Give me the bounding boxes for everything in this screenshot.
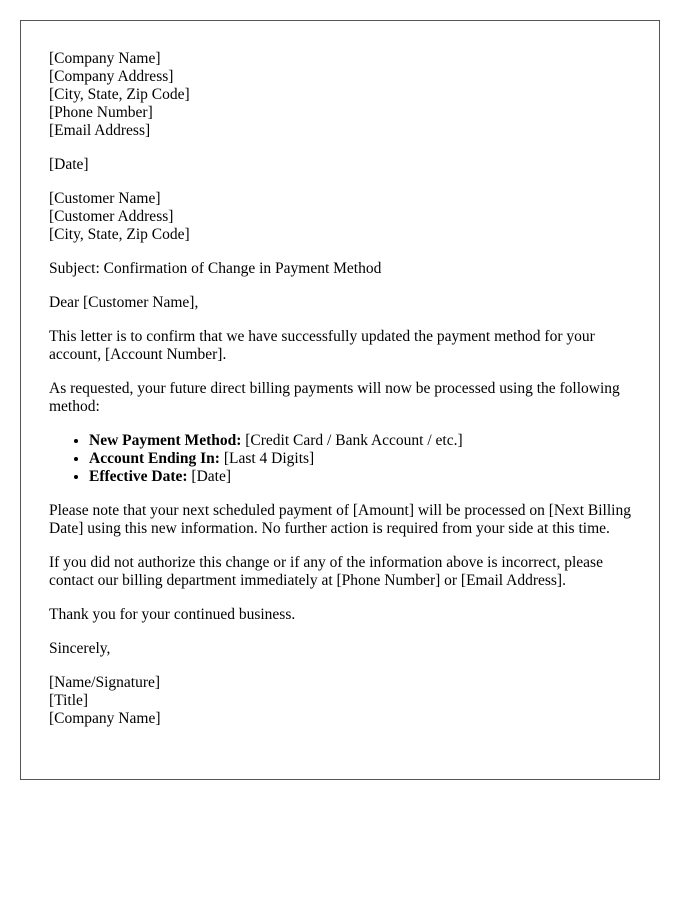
payment-details-list [49, 432, 631, 486]
detail-account-ending [89, 450, 631, 468]
detail-value: [Last 4 Digits] [219, 450, 315, 467]
sender-phone: [Phone Number] [49, 104, 153, 121]
detail-label: Account Ending In: [89, 450, 220, 467]
recipient-name: [Customer Name] [49, 190, 161, 207]
sender-city-state-zip: [City, State, Zip Code] [49, 86, 190, 103]
detail-label: New Payment Method: [89, 432, 242, 449]
detail-value: [Date] [187, 468, 232, 485]
closing: Sincerely, [49, 640, 111, 657]
detail-payment-method [89, 432, 631, 450]
requested-paragraph: As requested, your future direct billing payments will now be processed using the following method: [49, 380, 620, 415]
signature-title: [Title] [49, 692, 89, 709]
next-payment-paragraph: Please note that your next scheduled payment of [Amount] will be processed on [Next Billing Date] using this new information. No further action is required from your side at this time. [49, 502, 631, 537]
recipient-block [49, 190, 631, 244]
thanks-paragraph: Thank you for your continued business. [49, 606, 296, 623]
sender-block [49, 50, 631, 140]
detail-effective-date [89, 468, 631, 486]
recipient-city-state-zip: [City, State, Zip Code] [49, 226, 190, 243]
detail-label: Effective Date: [89, 468, 188, 485]
unauthorized-paragraph: If you did not authorize this change or if any of the information above is incorrect, please contact our billing department immediately at [Phone Number] or [Email Address]. [49, 554, 603, 589]
intro-paragraph: This letter is to confirm that we have successfully updated the payment method for your account, [Account Number]. [49, 328, 595, 363]
recipient-address: [Customer Address] [49, 208, 174, 225]
salutation: Dear [Customer Name], [49, 294, 199, 311]
signature-name: [Name/Signature] [49, 674, 161, 691]
signature-block [49, 674, 631, 728]
letter [20, 20, 660, 780]
signature-company: [Company Name] [49, 710, 161, 727]
letter-date: [Date] [49, 156, 89, 173]
subject-line: Subject: Confirmation of Change in Payment Method [49, 260, 382, 277]
sender-email: [Email Address] [49, 122, 151, 139]
sender-company-address: [Company Address] [49, 68, 174, 85]
sender-company-name: [Company Name] [49, 50, 161, 67]
detail-value: [Credit Card / Bank Account / etc.] [241, 432, 463, 449]
